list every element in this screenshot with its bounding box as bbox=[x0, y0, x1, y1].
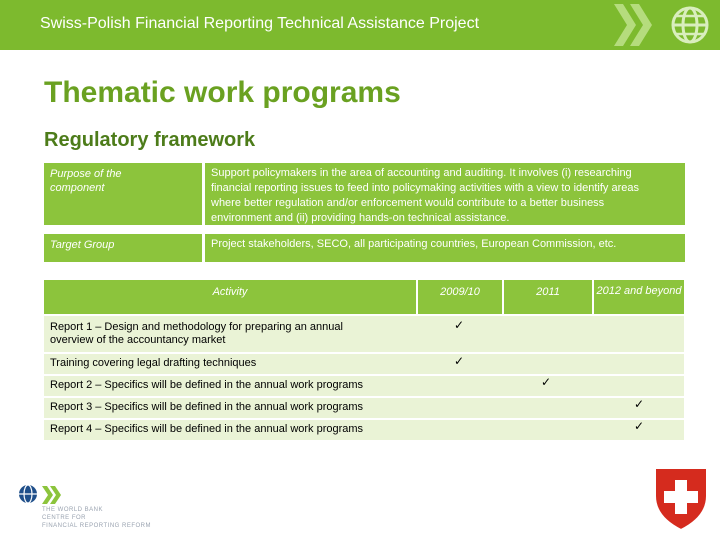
header-bar bbox=[0, 0, 720, 50]
column-header-2011: 2011 bbox=[504, 280, 592, 314]
check-icon: ✓ bbox=[541, 375, 552, 389]
row-text-report-1: Report 1 – Design and methodology for preparing an annual overview of the accountancy market bbox=[50, 321, 343, 346]
globe-icon bbox=[668, 4, 712, 46]
world-bank-caption-line: FINANCIAL REPORTING REFORM bbox=[42, 523, 152, 529]
purpose-text: Support policymakers in the area of accounting and auditing. It involves (i) researching financial reporting issues to feed into policymaking activities with a view to identify areas where better regulation and/or enforcement would contribute to a better business environment and (ii) providing hands-on technical assistance. bbox=[211, 167, 639, 224]
swiss-cross-shield-icon bbox=[653, 466, 709, 532]
header-title: Swiss-Polish Financial Reporting Technical Assistance Project bbox=[40, 15, 480, 32]
world-bank-caption-line: CENTRE FOR bbox=[42, 515, 86, 521]
target-label: Target Group bbox=[50, 239, 115, 251]
check-icon: ✓ bbox=[634, 397, 645, 411]
double-chevron-right-icon bbox=[612, 4, 656, 46]
check-icon: ✓ bbox=[454, 354, 465, 368]
column-header-2009-10: 2009/10 bbox=[418, 280, 502, 314]
row-text-report-4: Report 4 – Specifics will be defined in the annual work programs bbox=[50, 423, 364, 435]
check-icon: ✓ bbox=[634, 419, 645, 433]
world-bank-logo-icon bbox=[18, 484, 78, 508]
row-text-report-2: Report 2 – Specifics will be defined in the annual work programs bbox=[50, 379, 364, 391]
check-icon: ✓ bbox=[454, 318, 465, 332]
section-title: Regulatory framework bbox=[44, 129, 256, 151]
world-bank-caption-line: THE WORLD BANK bbox=[42, 507, 104, 513]
target-text: Project stakeholders, SECO, all participating countries, European Commission, etc. bbox=[211, 238, 617, 250]
column-header-2012-and-beyond: 2012 and beyond bbox=[594, 280, 684, 314]
row-text-training: Training covering legal drafting techniques bbox=[50, 357, 257, 369]
row-text-report-3: Report 3 – Specifics will be defined in the annual work programs bbox=[50, 401, 364, 413]
purpose-label: Purpose of the component bbox=[50, 168, 122, 194]
column-header-activity: Activity bbox=[44, 280, 416, 314]
page-title: Thematic work programs bbox=[44, 76, 401, 109]
